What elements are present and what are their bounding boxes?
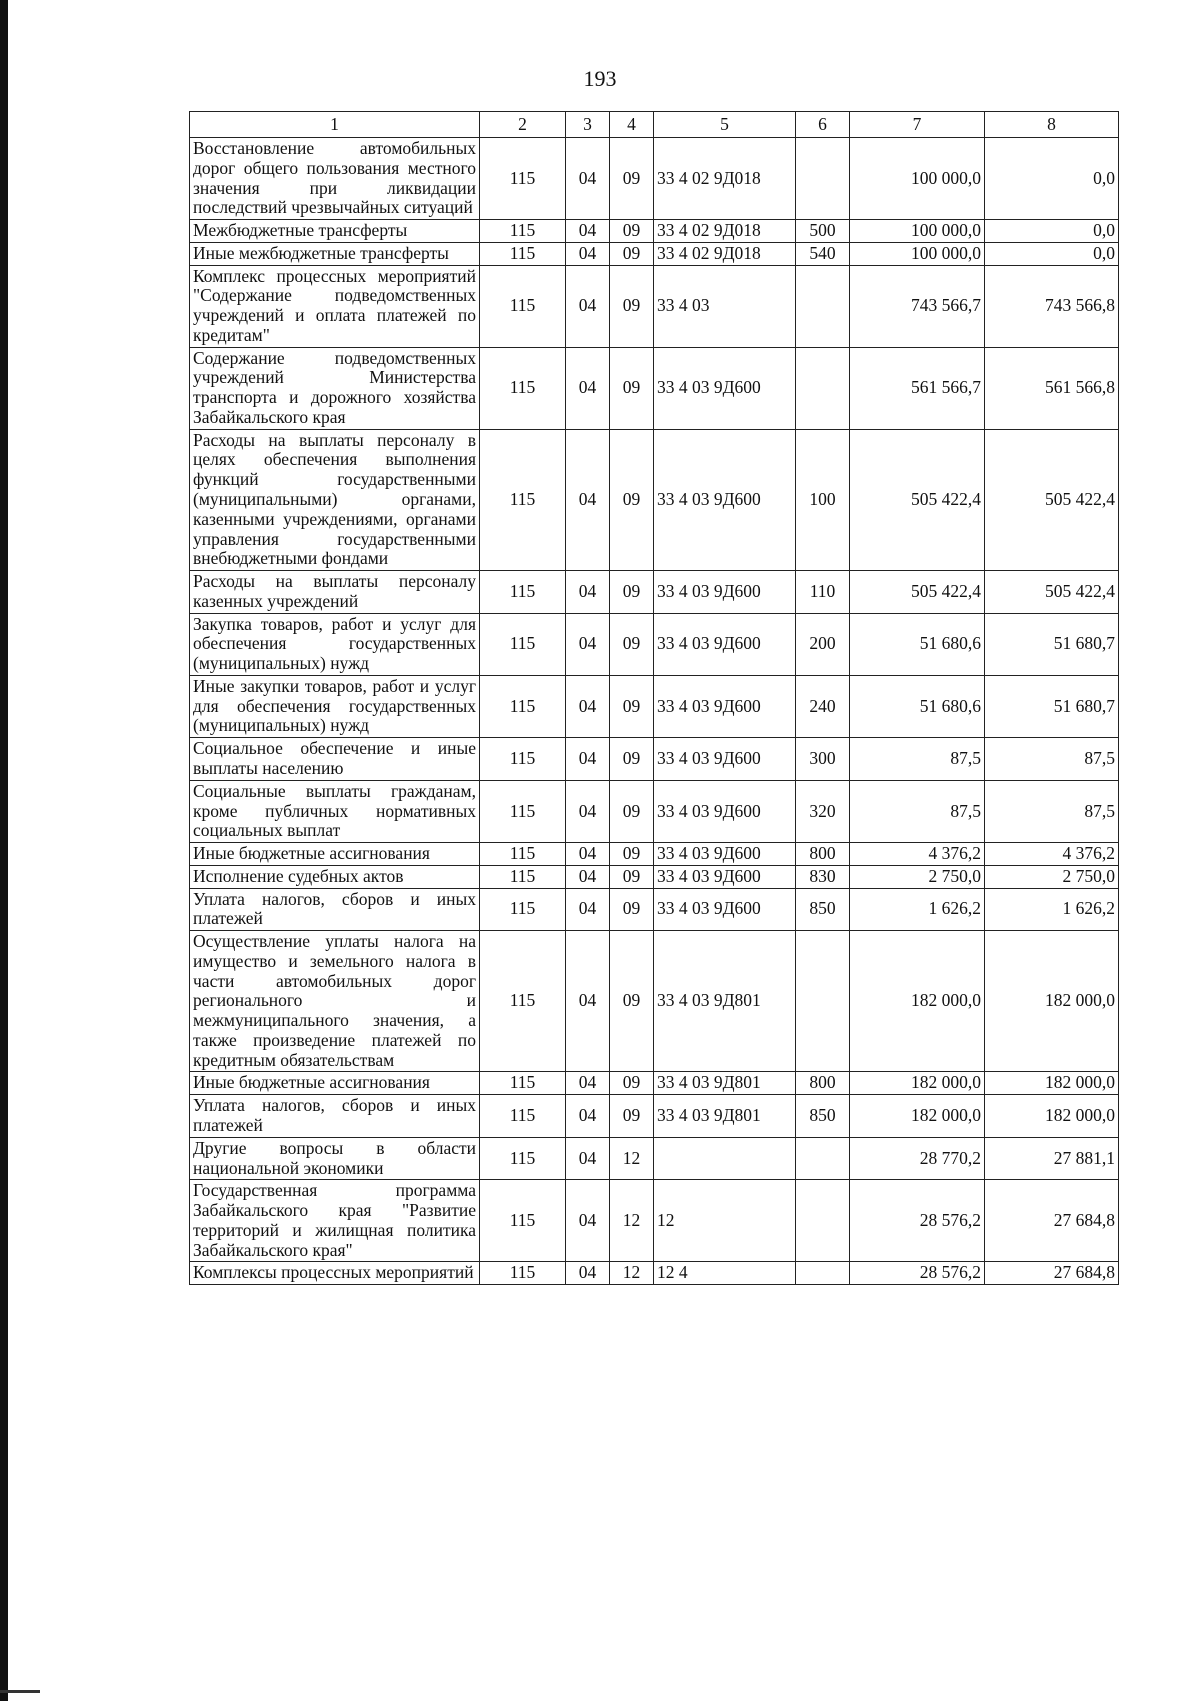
target-article: 33 4 03 9Д600 <box>654 675 796 737</box>
sum-year-1: 51 680,6 <box>850 675 985 737</box>
ministry-code: 115 <box>480 780 566 842</box>
sum-year-2: 2 750,0 <box>985 865 1119 888</box>
row-name: Осуществление уплаты налога на имущество и земельного налога в части автомобильных дорог регионального и межмуниципального значения, а также произведение платежей по кредитным обязательствам <box>190 931 480 1072</box>
section-code: 04 <box>566 242 610 265</box>
subsection-code: 09 <box>610 780 654 842</box>
subsection-code: 09 <box>610 613 654 675</box>
sum-year-2: 743 566,8 <box>985 265 1119 347</box>
ministry-code: 115 <box>480 1137 566 1180</box>
col-header-1: 1 <box>190 112 480 138</box>
section-code: 04 <box>566 1262 610 1285</box>
expense-type <box>796 1262 850 1285</box>
expense-type: 300 <box>796 738 850 781</box>
subsection-code: 09 <box>610 931 654 1072</box>
sum-year-1: 1 626,2 <box>850 888 985 931</box>
sum-year-2: 51 680,7 <box>985 675 1119 737</box>
subsection-code: 09 <box>610 347 654 429</box>
subsection-code: 09 <box>610 738 654 781</box>
target-article <box>654 1137 796 1180</box>
table-row <box>190 780 1119 842</box>
table-row <box>190 843 1119 866</box>
col-header-8: 8 <box>985 112 1119 138</box>
table-row <box>190 242 1119 265</box>
table-row <box>190 138 1119 220</box>
table-row <box>190 265 1119 347</box>
sum-year-2: 561 566,8 <box>985 347 1119 429</box>
target-article: 33 4 03 9Д600 <box>654 429 796 570</box>
sum-year-2: 27 684,8 <box>985 1180 1119 1262</box>
ministry-code: 115 <box>480 931 566 1072</box>
col-header-7: 7 <box>850 112 985 138</box>
subsection-code: 09 <box>610 675 654 737</box>
sum-year-2: 51 680,7 <box>985 613 1119 675</box>
row-name: Расходы на выплаты персоналу казенных учреждений <box>190 571 480 614</box>
target-article: 33 4 03 9Д600 <box>654 780 796 842</box>
expense-type: 800 <box>796 843 850 866</box>
row-name: Социальные выплаты гражданам, кроме публичных нормативных социальных выплат <box>190 780 480 842</box>
ministry-code: 115 <box>480 265 566 347</box>
expense-type: 200 <box>796 613 850 675</box>
expense-type <box>796 1137 850 1180</box>
row-name: Содержание подведомственных учреждений Министерства транспорта и дорожного хозяйства Забайкальского края <box>190 347 480 429</box>
ministry-code: 115 <box>480 675 566 737</box>
expense-type: 500 <box>796 220 850 243</box>
sum-year-1: 100 000,0 <box>850 138 985 220</box>
section-code: 04 <box>566 347 610 429</box>
sum-year-1: 743 566,7 <box>850 265 985 347</box>
table-row <box>190 220 1119 243</box>
ministry-code: 115 <box>480 571 566 614</box>
table-row <box>190 571 1119 614</box>
scan-edge <box>0 0 8 1701</box>
section-code: 04 <box>566 843 610 866</box>
section-code: 04 <box>566 220 610 243</box>
section-code: 04 <box>566 1180 610 1262</box>
sum-year-1: 182 000,0 <box>850 931 985 1072</box>
sum-year-1: 87,5 <box>850 738 985 781</box>
section-code: 04 <box>566 1095 610 1138</box>
row-name: Межбюджетные трансферты <box>190 220 480 243</box>
section-code: 04 <box>566 138 610 220</box>
expense-type: 110 <box>796 571 850 614</box>
expense-type: 830 <box>796 865 850 888</box>
section-code: 04 <box>566 738 610 781</box>
table-row <box>190 1095 1119 1138</box>
target-article: 33 4 03 9Д600 <box>654 738 796 781</box>
ministry-code: 115 <box>480 843 566 866</box>
ministry-code: 115 <box>480 220 566 243</box>
target-article: 12 4 <box>654 1262 796 1285</box>
ministry-code: 115 <box>480 613 566 675</box>
target-article: 33 4 03 9Д600 <box>654 571 796 614</box>
sum-year-1: 28 770,2 <box>850 1137 985 1180</box>
target-article: 33 4 02 9Д018 <box>654 138 796 220</box>
section-code: 04 <box>566 1137 610 1180</box>
row-name: Уплата налогов, сборов и иных платежей <box>190 1095 480 1138</box>
col-header-2: 2 <box>480 112 566 138</box>
ministry-code: 115 <box>480 138 566 220</box>
table-row <box>190 613 1119 675</box>
row-name: Уплата налогов, сборов и иных платежей <box>190 888 480 931</box>
subsection-code: 09 <box>610 1072 654 1095</box>
ministry-code: 115 <box>480 1180 566 1262</box>
subsection-code: 09 <box>610 865 654 888</box>
target-article: 33 4 03 9Д801 <box>654 1072 796 1095</box>
scan-edge-foot <box>0 1690 40 1693</box>
sum-year-2: 182 000,0 <box>985 1072 1119 1095</box>
sum-year-2: 0,0 <box>985 138 1119 220</box>
table-row <box>190 1137 1119 1180</box>
target-article: 33 4 03 9Д801 <box>654 1095 796 1138</box>
expense-type: 100 <box>796 429 850 570</box>
subsection-code: 09 <box>610 429 654 570</box>
row-name: Закупка товаров, работ и услуг для обеспечения государственных (муниципальных) нужд <box>190 613 480 675</box>
expense-type <box>796 138 850 220</box>
target-article: 33 4 03 9Д600 <box>654 347 796 429</box>
sum-year-1: 28 576,2 <box>850 1180 985 1262</box>
section-code: 04 <box>566 571 610 614</box>
ministry-code: 115 <box>480 865 566 888</box>
table-row <box>190 347 1119 429</box>
expense-type: 240 <box>796 675 850 737</box>
subsection-code: 12 <box>610 1137 654 1180</box>
subsection-code: 09 <box>610 888 654 931</box>
ministry-code: 115 <box>480 429 566 570</box>
row-name: Иные бюджетные ассигнования <box>190 843 480 866</box>
ministry-code: 115 <box>480 242 566 265</box>
table-row <box>190 429 1119 570</box>
sum-year-1: 28 576,2 <box>850 1262 985 1285</box>
section-code: 04 <box>566 1072 610 1095</box>
sum-year-2: 27 881,1 <box>985 1137 1119 1180</box>
budget-table <box>189 111 1119 1285</box>
expense-type: 320 <box>796 780 850 842</box>
row-name: Исполнение судебных актов <box>190 865 480 888</box>
sum-year-1: 505 422,4 <box>850 571 985 614</box>
expense-type <box>796 931 850 1072</box>
target-article: 33 4 02 9Д018 <box>654 220 796 243</box>
col-header-6: 6 <box>796 112 850 138</box>
sum-year-1: 561 566,7 <box>850 347 985 429</box>
table-row <box>190 865 1119 888</box>
target-article: 33 4 03 9Д600 <box>654 888 796 931</box>
expense-type <box>796 1180 850 1262</box>
row-name: Иные закупки товаров, работ и услуг для обеспечения государственных (муниципальных) нужд <box>190 675 480 737</box>
row-name: Комплекс процессных мероприятий "Содержание подведомственных учреждений и оплата платежей по кредитам" <box>190 265 480 347</box>
table-row <box>190 1262 1119 1285</box>
row-name: Иные бюджетные ассигнования <box>190 1072 480 1095</box>
table-row <box>190 1180 1119 1262</box>
expense-type <box>796 265 850 347</box>
sum-year-2: 87,5 <box>985 738 1119 781</box>
subsection-code: 09 <box>610 242 654 265</box>
sum-year-2: 0,0 <box>985 220 1119 243</box>
ministry-code: 115 <box>480 347 566 429</box>
row-name: Комплексы процессных мероприятий <box>190 1262 480 1285</box>
sum-year-1: 4 376,2 <box>850 843 985 866</box>
row-name: Восстановление автомобильных дорог общего пользования местного значения при ликвидации последствий чрезвычайных ситуаций <box>190 138 480 220</box>
table-body <box>190 138 1119 1285</box>
subsection-code: 09 <box>610 265 654 347</box>
sum-year-1: 100 000,0 <box>850 220 985 243</box>
section-code: 04 <box>566 429 610 570</box>
subsection-code: 09 <box>610 843 654 866</box>
ministry-code: 115 <box>480 1262 566 1285</box>
target-article: 33 4 03 9Д600 <box>654 613 796 675</box>
sum-year-2: 0,0 <box>985 242 1119 265</box>
sum-year-1: 505 422,4 <box>850 429 985 570</box>
expense-type: 540 <box>796 242 850 265</box>
row-name: Иные межбюджетные трансферты <box>190 242 480 265</box>
table-row <box>190 888 1119 931</box>
target-article: 33 4 02 9Д018 <box>654 242 796 265</box>
section-code: 04 <box>566 675 610 737</box>
row-name: Социальное обеспечение и иные выплаты населению <box>190 738 480 781</box>
ministry-code: 115 <box>480 888 566 931</box>
section-code: 04 <box>566 865 610 888</box>
subsection-code: 09 <box>610 1095 654 1138</box>
ministry-code: 115 <box>480 738 566 781</box>
target-article: 33 4 03 <box>654 265 796 347</box>
subsection-code: 09 <box>610 138 654 220</box>
table-row <box>190 1072 1119 1095</box>
ministry-code: 115 <box>480 1072 566 1095</box>
sum-year-2: 505 422,4 <box>985 571 1119 614</box>
page-number: 193 <box>583 66 617 91</box>
target-article: 33 4 03 9Д600 <box>654 865 796 888</box>
sum-year-1: 51 680,6 <box>850 613 985 675</box>
row-name: Расходы на выплаты персоналу в целях обеспечения выполнения функций государственными (муниципальными) органами, казенными учреждениями, органами управления государственными внебюджетными фондами <box>190 429 480 570</box>
section-code: 04 <box>566 613 610 675</box>
section-code: 04 <box>566 780 610 842</box>
expense-type: 850 <box>796 888 850 931</box>
sum-year-2: 87,5 <box>985 780 1119 842</box>
sum-year-2: 4 376,2 <box>985 843 1119 866</box>
sum-year-1: 100 000,0 <box>850 242 985 265</box>
section-code: 04 <box>566 888 610 931</box>
section-code: 04 <box>566 265 610 347</box>
subsection-code: 09 <box>610 220 654 243</box>
target-article: 12 <box>654 1180 796 1262</box>
sum-year-2: 182 000,0 <box>985 931 1119 1072</box>
table-row <box>190 738 1119 781</box>
expense-type: 800 <box>796 1072 850 1095</box>
sum-year-1: 2 750,0 <box>850 865 985 888</box>
col-header-3: 3 <box>566 112 610 138</box>
table-row <box>190 931 1119 1072</box>
row-name: Государственная программа Забайкальского края "Развитие территорий и жилищная политика Забайкальского края" <box>190 1180 480 1262</box>
col-header-4: 4 <box>610 112 654 138</box>
section-code: 04 <box>566 931 610 1072</box>
table-header-row <box>190 112 1119 138</box>
sum-year-2: 27 684,8 <box>985 1262 1119 1285</box>
sum-year-1: 182 000,0 <box>850 1072 985 1095</box>
expense-type: 850 <box>796 1095 850 1138</box>
sum-year-1: 182 000,0 <box>850 1095 985 1138</box>
ministry-code: 115 <box>480 1095 566 1138</box>
row-name: Другие вопросы в области национальной экономики <box>190 1137 480 1180</box>
sum-year-2: 505 422,4 <box>985 429 1119 570</box>
table-row <box>190 675 1119 737</box>
target-article: 33 4 03 9Д600 <box>654 843 796 866</box>
subsection-code: 12 <box>610 1262 654 1285</box>
sum-year-2: 1 626,2 <box>985 888 1119 931</box>
col-header-5: 5 <box>654 112 796 138</box>
subsection-code: 09 <box>610 571 654 614</box>
subsection-code: 12 <box>610 1180 654 1262</box>
target-article: 33 4 03 9Д801 <box>654 931 796 1072</box>
expense-type <box>796 347 850 429</box>
sum-year-1: 87,5 <box>850 780 985 842</box>
sum-year-2: 182 000,0 <box>985 1095 1119 1138</box>
